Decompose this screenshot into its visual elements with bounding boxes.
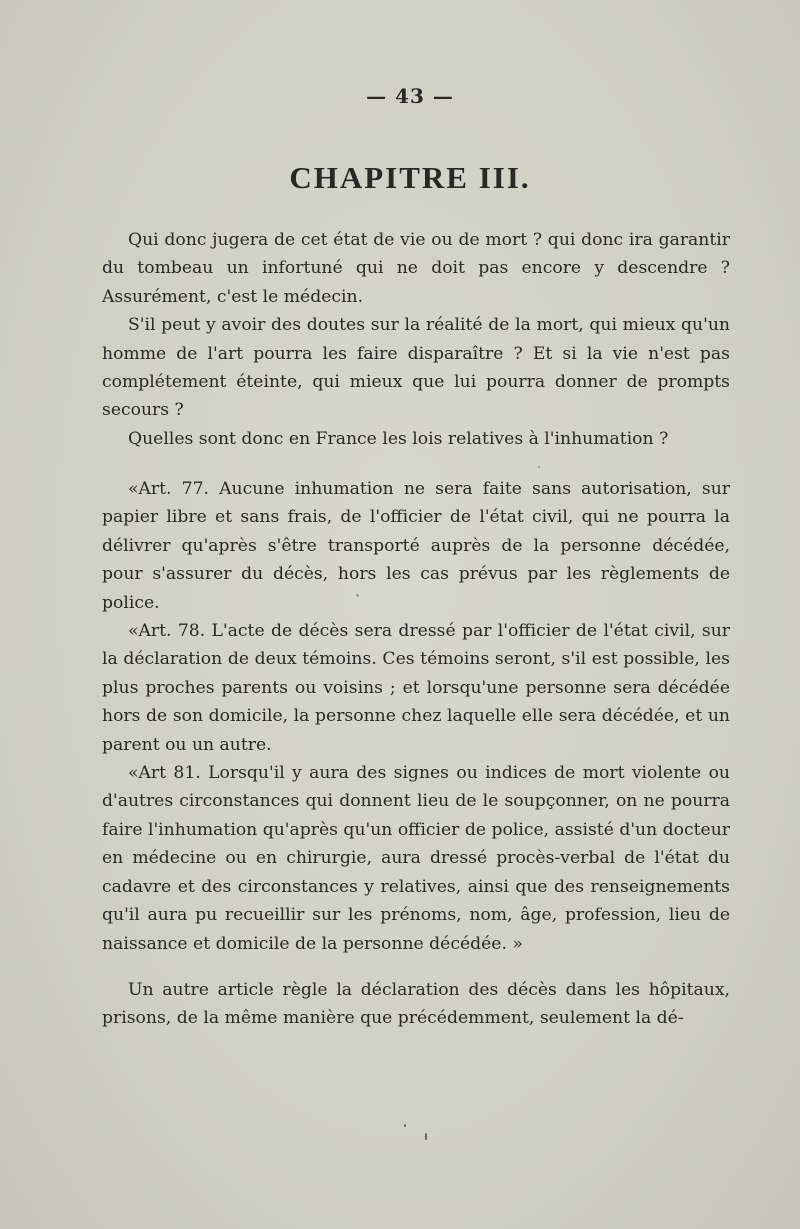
paragraph: Qui donc jugera de cet état de vie ou de mort ? qui donc ira garantir du tombeau un infortuné qui ne doit pas encore y descendre ? Assurément, c'est le médecin. (102, 230, 730, 307)
paper-speck (538, 466, 540, 468)
paper-speck (356, 594, 359, 597)
chapter-title: CHAPITRE III. (289, 160, 531, 195)
page-number: — 43 — (366, 84, 454, 108)
article-77-paragraph: «Art. 77. Aucune inhumation ne sera faite sans autorisation, sur papier libre et sans frais, de l'officier de l'état civil, qui ne pourra la délivrer qu'après s'être transporté auprès de la personne décédée, pour s'assurer du décès, hors les cas prévus par les règlements de police. (102, 479, 730, 613)
intro-text (102, 226, 730, 453)
paragraph: S'il peut y avoir des doutes sur la réalité de la mort, qui mieux qu'un homme de l'art pourra les faire disparaître ? Et si la vie n'est pas complétement éteinte, qui mieux que lui pourra donner de prompts secours ? (102, 315, 730, 421)
paragraph: Quelles sont donc en France les lois relatives à l'inhumation ? (128, 428, 669, 449)
law-articles (102, 475, 730, 958)
closing-text (102, 976, 730, 1033)
article-81-paragraph: «Art 81. Lorsqu'il y aura des signes ou indices de mort violente ou d'autres circonstances qui donnent lieu de le soupçonner, on ne pourra faire l'inhumation qu'après qu'un officier de police, assisté d'un docteur en médecine ou en chirurgie, aura dressé procès-verbal de l'état du cadavre et des circonstances y relatives, ainsi que des renseignements qu'il aura pu recueillir sur les prénoms, nom, âge, profession, lieu de naissance et domicile de la personne décédée. » (102, 763, 730, 954)
paper-speck (404, 1124, 406, 1127)
paper-speck (425, 1133, 427, 1140)
paragraph: Un autre article règle la déclaration des décès dans les hôpitaux, prisons, de la même manière que précédemment, seulement la dé- (102, 980, 730, 1029)
article-78-paragraph: «Art. 78. L'acte de décès sera dressé par l'officier de l'état civil, sur la déclaration de deux témoins. Ces témoins seront, s'il est possible, les plus proches parents ou voisins ; et lorsqu'une personne sera décédée hors de son domicile, la personne chez laquelle elle sera décédée, et un parent ou un autre. (102, 621, 730, 755)
